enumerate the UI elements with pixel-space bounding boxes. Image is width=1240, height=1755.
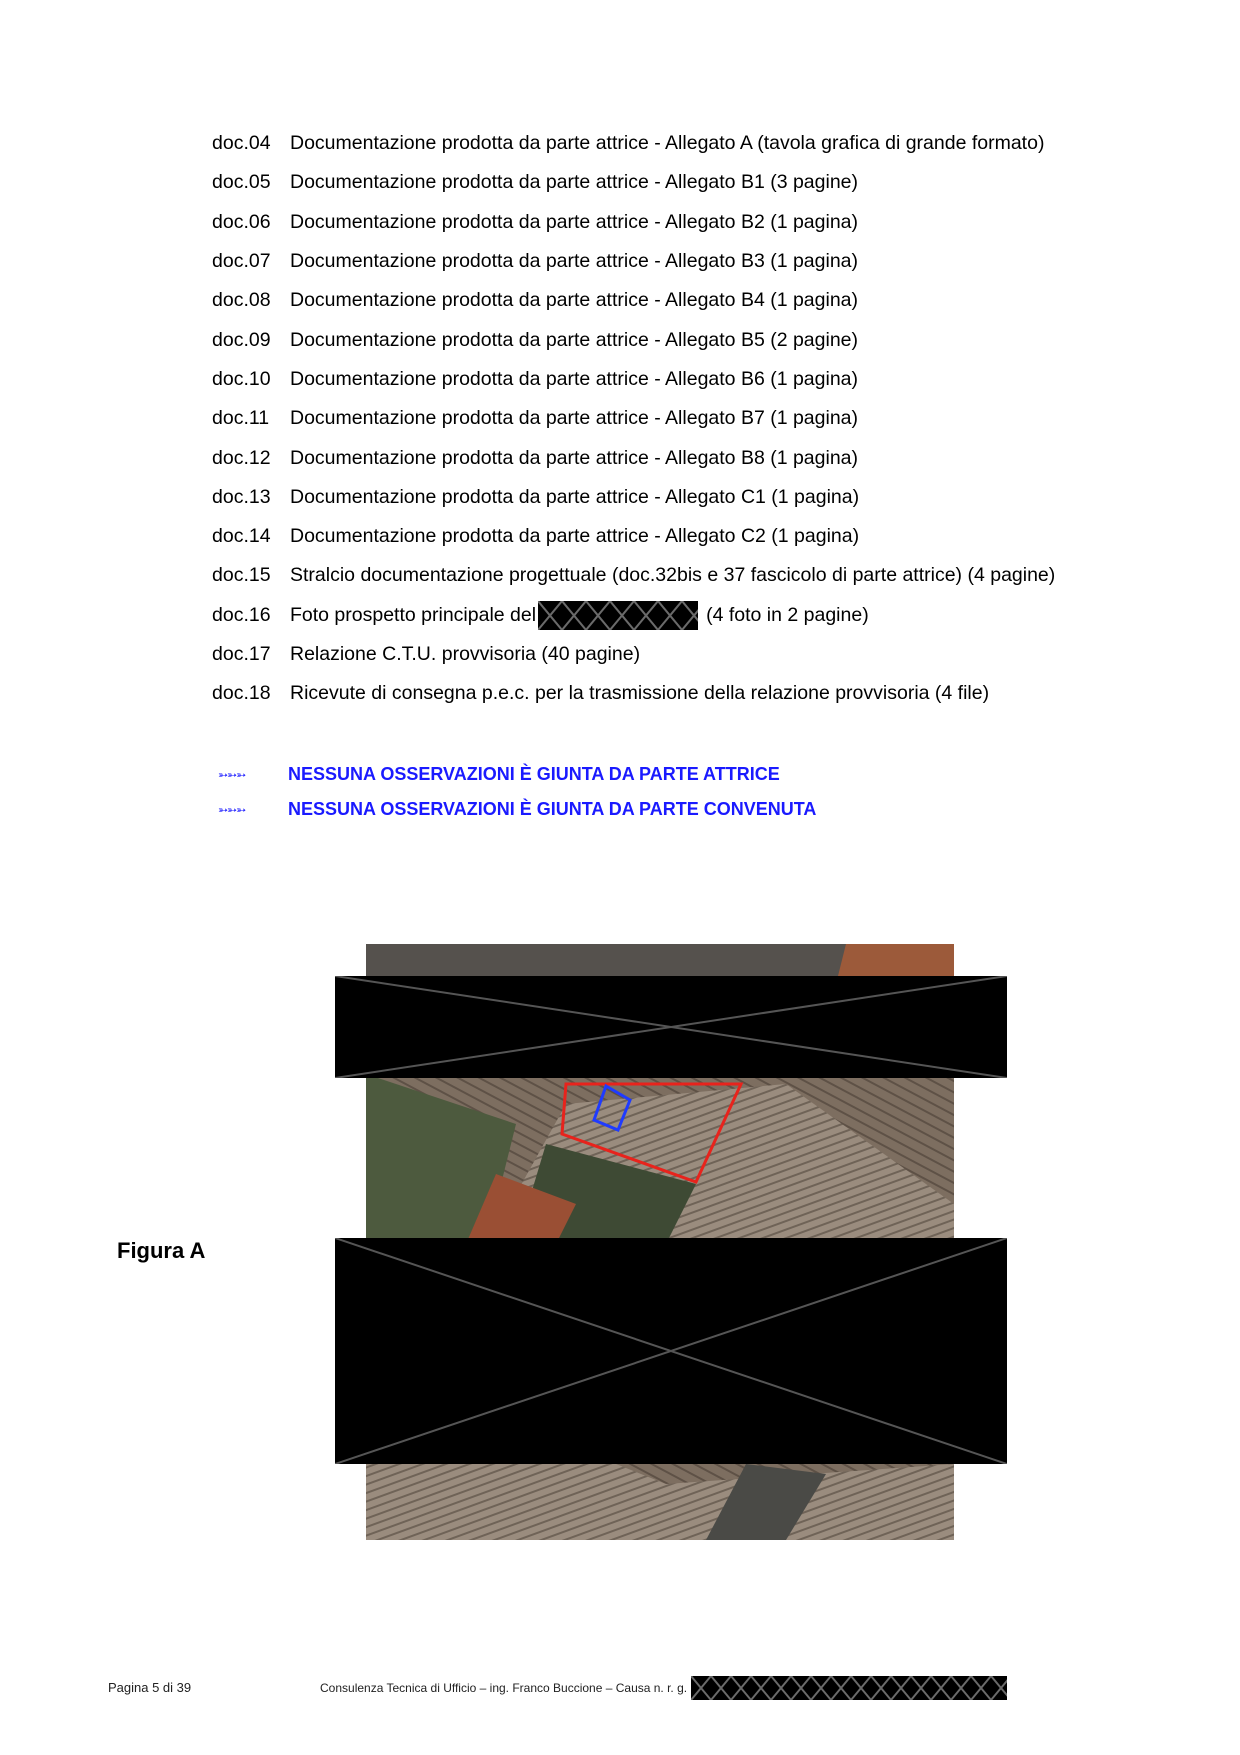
- doc-description: [290, 601, 869, 630]
- doc-code: doc.07: [212, 250, 271, 273]
- list-item: [212, 124, 1055, 163]
- arrow-bullet-icon: ➳➳➳: [218, 802, 246, 817]
- footer-case-text: Consulenza Tecnica di Ufficio – ing. Franco Buccione – Causa n. r. g.: [320, 1681, 688, 1695]
- redaction-block: [691, 1676, 1007, 1700]
- doc-description: Documentazione prodotta da parte attrice - Allegato A (tavola grafica di grande formato): [290, 132, 1045, 155]
- list-item: [212, 674, 1055, 713]
- doc-description: Ricevute di consegna p.e.c. per la trasmissione della relazione provvisoria (4 file): [290, 682, 990, 705]
- doc-description: Documentazione prodotta da parte attrice - Allegato B1 (3 pagine): [290, 171, 859, 194]
- figure-label: Figura A: [117, 1238, 206, 1263]
- doc-code: doc.13: [212, 485, 271, 508]
- doc-code: doc.06: [212, 210, 271, 233]
- doc-description: Relazione C.T.U. provvisoria (40 pagine): [290, 643, 641, 665]
- list-item: [212, 596, 1055, 635]
- doc-code: doc.12: [212, 446, 271, 469]
- list-item: [212, 478, 1055, 517]
- doc-code: doc.04: [212, 132, 271, 155]
- doc-description: Documentazione prodotta da parte attrice - Allegato B2 (1 pagina): [290, 210, 859, 233]
- document-list: [212, 124, 1055, 713]
- list-item: [212, 556, 1055, 595]
- doc-code: doc.05: [212, 171, 271, 194]
- doc-code: doc.10: [212, 367, 271, 390]
- footer-page-number: Pagina 5 di 39: [108, 1680, 192, 1695]
- list-item: [212, 438, 1055, 477]
- doc-description-before: Foto prospetto principale del: [290, 603, 537, 626]
- list-item: [212, 203, 1055, 242]
- footer-text: [320, 1676, 1007, 1700]
- note-text: NESSUNA OSSERVAZIONI È GIUNTA DA PARTE ATTRICE: [288, 764, 780, 784]
- redaction-block: [538, 601, 698, 630]
- doc-code: doc.11: [212, 407, 270, 430]
- redaction-block: [335, 1238, 1007, 1464]
- doc-description: Documentazione prodotta da parte attrice - Allegato B8 (1 pagina): [290, 446, 859, 469]
- list-item: [212, 360, 1055, 399]
- doc-description: Documentazione prodotta da parte attrice - Allegato B3 (1 pagina): [290, 250, 859, 273]
- doc-description: Documentazione prodotta da parte attrice - Allegato B4 (1 pagina): [290, 289, 859, 312]
- list-item: [212, 163, 1055, 202]
- notes-section: [218, 757, 816, 827]
- doc-code: doc.14: [212, 525, 271, 548]
- doc-description: Documentazione prodotta da parte attrice - Allegato B7 (1 pagina): [290, 407, 859, 430]
- note-item: [218, 792, 816, 827]
- doc-description-after: (4 foto in 2 pagine): [706, 603, 869, 626]
- doc-description: Documentazione prodotta da parte attrice - Allegato B5 (2 pagine): [290, 328, 859, 351]
- doc-description: Documentazione prodotta da parte attrice - Allegato C2 (1 pagina): [290, 525, 860, 548]
- doc-code: doc.08: [212, 289, 271, 312]
- list-item: [212, 242, 1055, 281]
- doc-code: doc.17: [212, 643, 271, 665]
- doc-description: Documentazione prodotta da parte attrice - Allegato C1 (1 pagina): [290, 485, 860, 508]
- list-item: [212, 399, 1055, 438]
- doc-code: doc.15: [212, 564, 271, 587]
- list-item: [212, 320, 1055, 359]
- doc-code: doc.18: [212, 682, 271, 705]
- list-item: [212, 635, 1055, 674]
- note-text: NESSUNA OSSERVAZIONI È GIUNTA DA PARTE CONVENUTA: [288, 799, 817, 819]
- redaction-block: [335, 976, 1007, 1078]
- arrow-bullet-icon: ➳➳➳: [218, 767, 246, 782]
- note-item: [218, 757, 816, 792]
- doc-code: doc.16: [212, 603, 271, 626]
- doc-description: Stralcio documentazione progettuale (doc.32bis e 37 fascicolo di parte attrice) (4 pagine): [290, 564, 1056, 587]
- list-item: [212, 517, 1055, 556]
- doc-description: Documentazione prodotta da parte attrice - Allegato B6 (1 pagina): [290, 367, 859, 390]
- doc-code: doc.09: [212, 328, 271, 351]
- list-item: [212, 281, 1055, 320]
